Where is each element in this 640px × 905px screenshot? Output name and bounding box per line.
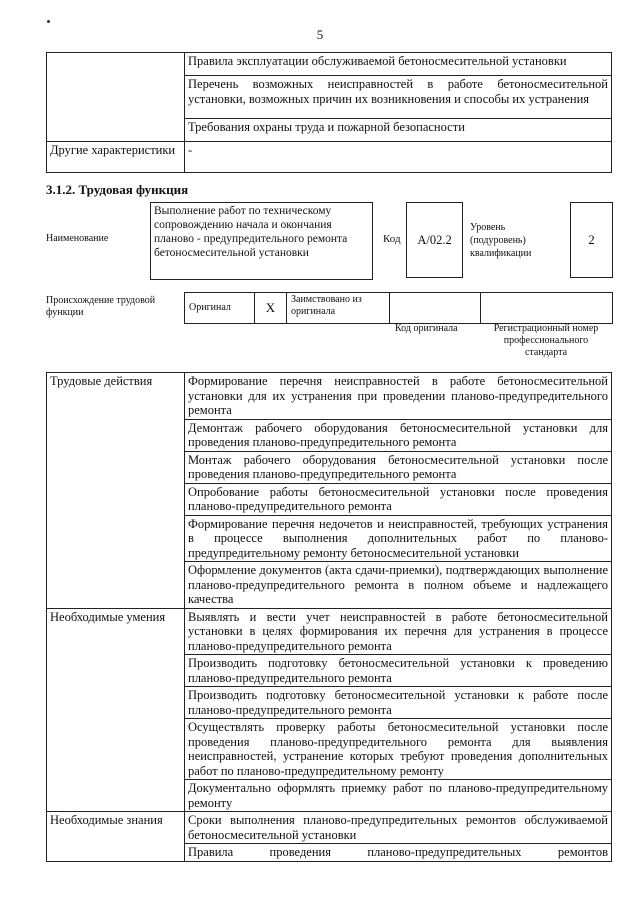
- table-cell: Осуществлять проверку работы бетоносмесительной установки после проведения планово-предупредительного ремонта для выявления неисправностей, устранение которых требуют проведения дополнительных работ по планово-предупредительному ремонту: [185, 719, 612, 780]
- table-cell: Перечень возможных неисправностей в работе бетоносмесительной установки, возможных причин их возникновения и способы их устранения: [185, 76, 612, 119]
- table-cell: Формирование перечня недочетов и неисправностей, требующих устранения в процессе выполнения дополнительных работ по планово-предупредительному ремонту бетоносмесительной установки: [185, 515, 612, 562]
- origin-label: Происхождение трудовой функции: [46, 295, 156, 318]
- table-row: [47, 812, 612, 844]
- code-label: Код: [383, 233, 401, 245]
- function-code-box: A/02.2: [406, 202, 463, 278]
- group-label: Трудовые действия: [47, 373, 185, 609]
- group-label: Необходимые умения: [47, 608, 185, 812]
- table-cell: Производить подготовку бетоносмесительной установки к работе после планово-предупредительного ремонта: [185, 687, 612, 719]
- top-table: [46, 52, 612, 173]
- table-cell: Требования охраны труда и пожарной безопасности: [185, 118, 612, 141]
- table-cell: Опробование работы бетоносмесительной установки после проведения планово-предупредительного ремонта: [185, 483, 612, 515]
- main-table: [46, 372, 612, 862]
- borrowed-label: Заимствовано из оригинала: [287, 293, 390, 324]
- table-cell: Производить подготовку бетоносмесительной установки к проведению планово-предупредительного ремонта: [185, 655, 612, 687]
- section-heading: 3.1.2. Трудовая функция: [46, 182, 189, 197]
- table-cell: Сроки выполнения планово-предупредительных ремонтов обслуживаемой бетоносмесительной установки: [185, 812, 612, 844]
- name-label: Наименование: [46, 233, 109, 244]
- level-box: 2: [570, 202, 613, 278]
- table-label-cell: Другие характеристики: [47, 142, 185, 173]
- page-number: 5: [316, 27, 324, 42]
- function-name-box: Выполнение работ по техническому сопровождению начала и окончания планово - предупредительного ремонта бетоносмесительной установки: [150, 202, 373, 280]
- original-label: Оригинал: [185, 293, 255, 324]
- table-cell: Документально оформлять приемку работ по планово-предупредительному ремонту: [185, 780, 612, 812]
- table-cell: Правила проведения планово-предупредительных ремонтов: [185, 844, 612, 862]
- table-row: [47, 142, 612, 173]
- table-label-cell: [47, 53, 185, 142]
- table-cell: Оформление документов (акта сдачи-приемки), подтверждающих выполнение планово-предупредительного ремонта в полном объеме и надлежащего качества: [185, 562, 612, 609]
- original-code-cell: [390, 293, 481, 324]
- table-cell: Формирование перечня неисправностей в работе бетоносмесительной установки для их устранения при проведении планово-предупредительного ремонта: [185, 373, 612, 420]
- table-row: [185, 293, 613, 324]
- table-cell: -: [185, 142, 612, 173]
- level-label: Уровень (подуровень) квалификации: [470, 222, 532, 259]
- original-mark: X: [255, 293, 287, 324]
- registration-caption: Регистрационный номер профессионального стандарта: [493, 323, 599, 358]
- table-row: [47, 53, 612, 76]
- code-caption: Код оригинала: [395, 323, 458, 334]
- group-label: Необходимые знания: [47, 812, 185, 862]
- table-cell: Демонтаж рабочего оборудования бетоносмесительной установки для проведения планово-предупредительного ремонта: [185, 419, 612, 451]
- table-cell: Монтаж рабочего оборудования бетоносмесительной установки после проведения планово-предупредительного ремонта: [185, 451, 612, 483]
- registration-number-cell: [481, 293, 613, 324]
- scan-speck: [47, 20, 50, 23]
- table-row: [47, 608, 612, 655]
- table-row: [47, 373, 612, 420]
- table-cell: Выявлять и вести учет неисправностей в работе бетоносмесительной установки в целях формирования их перечня для устранения в процессе планово-предупредительного ремонта: [185, 608, 612, 655]
- origin-table: [184, 292, 613, 324]
- table-cell: Правила эксплуатации обслуживаемой бетоносмесительной установки: [185, 53, 612, 76]
